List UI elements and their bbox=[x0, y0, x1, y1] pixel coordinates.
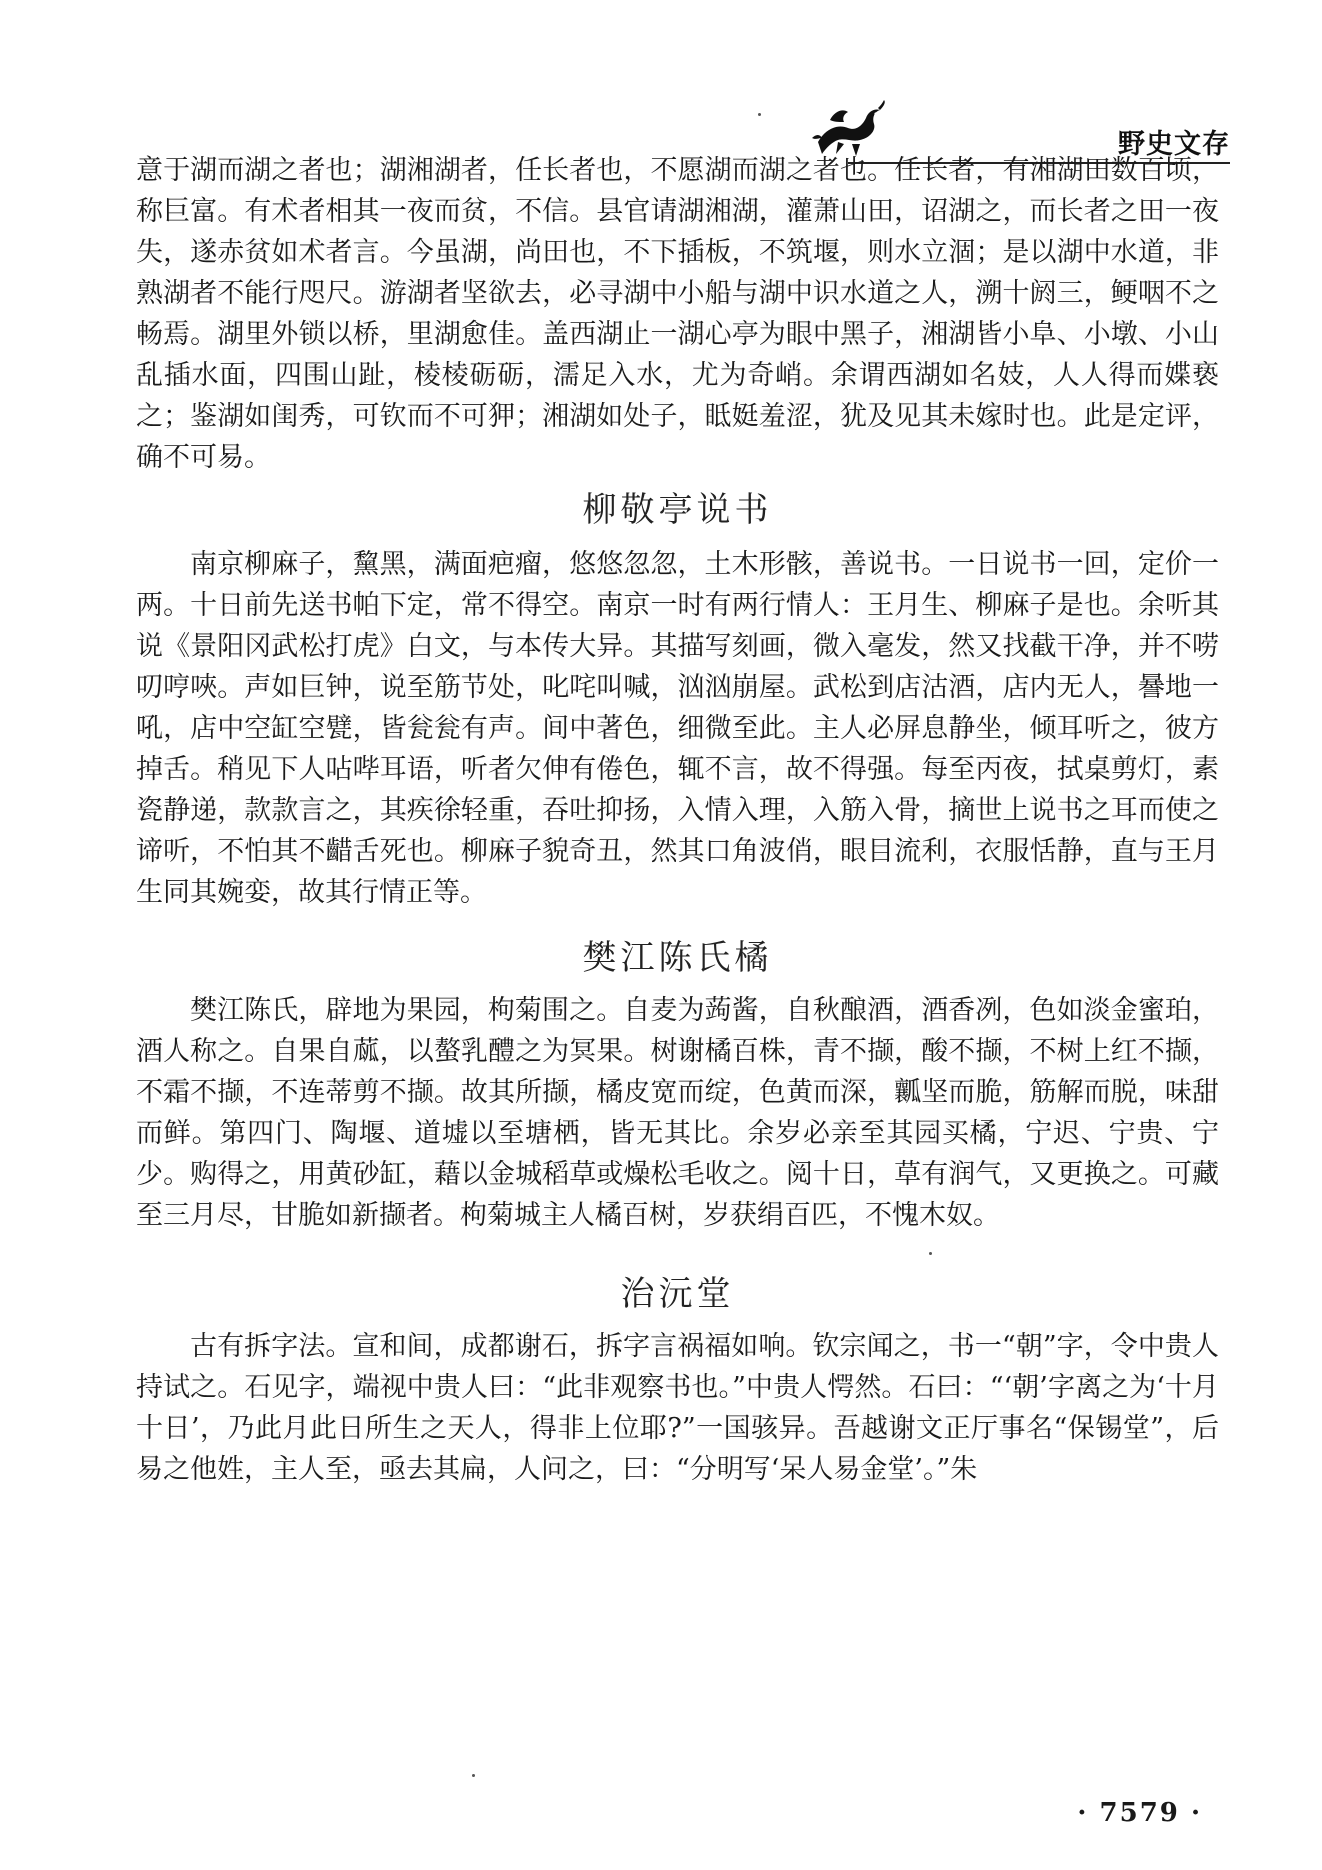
scan-speck bbox=[929, 1252, 932, 1255]
paragraph: 古有拆字法。宣和间，成都谢石，拆字言祸福如响。钦宗闻之，书一“朝”字，令中贵人持试之。石见字，端视中贵人曰：“此非观察书也。”中贵人愕然。石曰：“‘朝’字离之为‘十月十日’，乃此月此日所生之天人，得非上位耶?”一国骇异。吾越谢文正厅事名“保锡堂”，后易之他姓，主人至，亟去其扁，人问之，曰：“分明写‘呆人易金堂’。”朱 bbox=[136, 1331, 1219, 1485]
continued-section bbox=[136, 150, 1219, 478]
paragraph: 樊江陈氏，辟地为果园，枸菊围之。自麦为蒟酱，自秋酿酒，酒香冽，色如淡金蜜珀，酒人称之。自果自蓏，以螯乳醴之为冥果。树谢橘百株，青不撷，酸不撷，不树上红不撷，不霜不撷，不连蒂剪不撷。故其所撷，橘皮宽而绽，色黄而深，瓤坚而脆，筋解而脱，味甜而鲜。第四门、陶堰、道墟以至塘栖，皆无其比。余岁必亲至其园买橘，宁迟、宁贵、宁少。购得之，用黄砂缸，藉以金城稻草或燥松毛收之。阅十日，草有润气，又更换之。可藏至三月尽，甘脆如新撷者。枸菊城主人橘百树，岁获绢百匹，不愧木奴。 bbox=[136, 995, 1219, 1231]
page-number: · 7579 · bbox=[1077, 1798, 1202, 1828]
section-title: 治沅堂 bbox=[620, 1274, 735, 1314]
section-body bbox=[136, 1326, 1219, 1490]
section-title: 樊江陈氏橘 bbox=[582, 938, 773, 978]
scan-speck bbox=[758, 113, 761, 116]
paragraph: 意于湖而湖之者也；湖湘湖者，任长者也，不愿湖而湖之者也。任长者，有湘湖田数百顷，称巨富。有术者相其一夜而贫，不信。县官请湖湘湖，灌萧山田，诏湖之，而长者之田一夜失，遂赤贫如术者言。今虽湖，尚田也，不下插板，不筑堰，则水立涸；是以湖中水道，非熟湖者不能行咫尺。游湖者坚欲去，必寻湖中小船与湖中识水道之人，溯十阏三，鲠咽不之畅焉。湖里外锁以桥，里湖愈佳。盖西湖止一湖心亭为眼中黑子，湘湖皆小阜、小墩、小山乱插水面，四围山趾，棱棱砺砺，濡足入水，尤为奇峭。余谓西湖如名妓，人人得而媟亵之；鉴湖如闺秀，可钦而不可狎；湘湖如处子，眡娗羞涩，犹及见其未嫁时也。此是定评，确不可易。 bbox=[136, 155, 1219, 473]
section-title: 柳敬亭说书 bbox=[582, 490, 773, 530]
section-body bbox=[136, 544, 1219, 913]
paragraph: 南京柳麻子，黧黑，满面疤瘤，悠悠忽忽，土木形骸，善说书。一日说书一回，定价一两。十日前先送书帕下定，常不得空。南京一时有两行情人：王月生、柳麻子是也。余听其说《景阳冈武松打虎》白文，与本传大异。其描写刻画，微入毫发，然又找截干净，并不唠叨哼唊。声如巨钟，说至筋节处，叱咤叫喊，汹汹崩屋。武松到店沽酒，店内无人，謈地一吼，店中空缸空甓，皆瓮瓮有声。间中著色，细微至此。主人必屏息静坐，倾耳听之，彼方掉舌。稍见下人呫哔耳语，听者欠伸有倦色，辄不言，故不得强。每至丙夜，拭桌剪灯，素瓷静递，款款言之，其疾徐轻重，吞吐抑扬，入情入理，入筋入骨，摘世上说书之耳而使之谛听，不怕其不齰舌死也。柳麻子貌奇丑，然其口角波俏，眼目流利，衣服恬静，直与王月生同其婉娈，故其行情正等。 bbox=[136, 549, 1219, 908]
scan-speck bbox=[472, 1774, 475, 1777]
series-title: 野史文存 bbox=[1118, 129, 1230, 160]
section-body bbox=[136, 990, 1219, 1236]
